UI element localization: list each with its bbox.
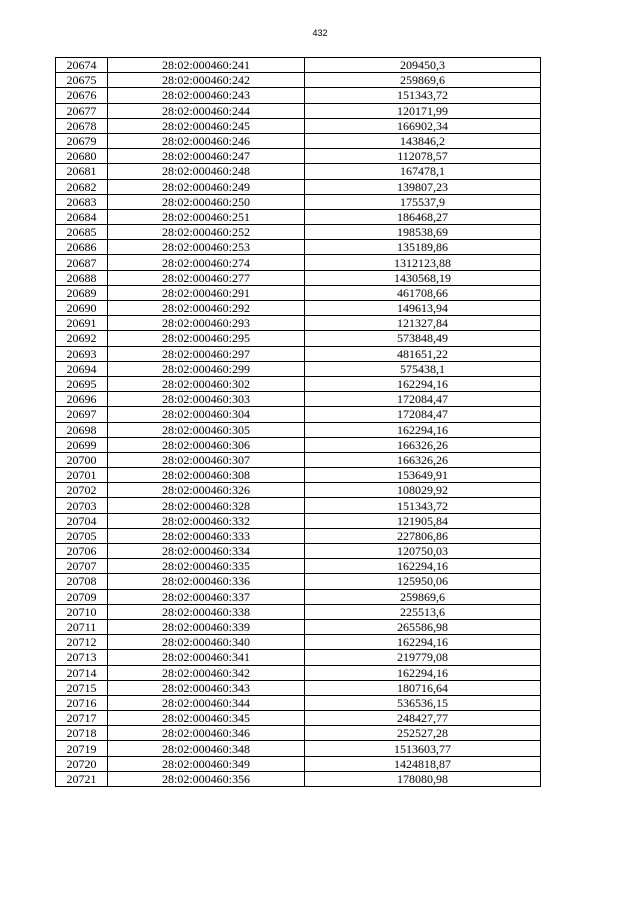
cadastral-number-cell: 28:02:000460:277 xyxy=(108,270,305,285)
value-cell: 227806,86 xyxy=(305,528,541,543)
row-number-cell: 20717 xyxy=(56,711,108,726)
table-row xyxy=(56,316,541,331)
row-number-cell: 20700 xyxy=(56,452,108,467)
row-number-cell: 20701 xyxy=(56,468,108,483)
table-row xyxy=(56,422,541,437)
cadastral-number-cell: 28:02:000460:308 xyxy=(108,468,305,483)
table-row xyxy=(56,437,541,452)
row-number-cell: 20679 xyxy=(56,133,108,148)
value-cell: 162294,16 xyxy=(305,635,541,650)
table-row xyxy=(56,179,541,194)
table-row xyxy=(56,711,541,726)
row-number-cell: 20684 xyxy=(56,209,108,224)
row-number-cell: 20682 xyxy=(56,179,108,194)
cadastral-number-cell: 28:02:000460:333 xyxy=(108,528,305,543)
cadastral-number-cell: 28:02:000460:243 xyxy=(108,88,305,103)
row-number-cell: 20709 xyxy=(56,589,108,604)
row-number-cell: 20711 xyxy=(56,619,108,634)
row-number-cell: 20707 xyxy=(56,559,108,574)
cadastral-number-cell: 28:02:000460:244 xyxy=(108,103,305,118)
cadastral-number-cell: 28:02:000460:306 xyxy=(108,437,305,452)
row-number-cell: 20710 xyxy=(56,604,108,619)
table-row xyxy=(56,376,541,391)
cadastral-number-cell: 28:02:000460:345 xyxy=(108,711,305,726)
table-row xyxy=(56,726,541,741)
cadastral-number-cell: 28:02:000460:348 xyxy=(108,741,305,756)
registry-table-body xyxy=(56,58,541,787)
table-row xyxy=(56,513,541,528)
row-number-cell: 20702 xyxy=(56,483,108,498)
value-cell: 121905,84 xyxy=(305,513,541,528)
cadastral-number-cell: 28:02:000460:303 xyxy=(108,392,305,407)
cadastral-number-cell: 28:02:000460:251 xyxy=(108,209,305,224)
value-cell: 252527,28 xyxy=(305,726,541,741)
table-row xyxy=(56,164,541,179)
table-row xyxy=(56,225,541,240)
cadastral-number-cell: 28:02:000460:304 xyxy=(108,407,305,422)
value-cell: 151343,72 xyxy=(305,88,541,103)
value-cell: 112078,57 xyxy=(305,149,541,164)
row-number-cell: 20721 xyxy=(56,771,108,786)
table-row xyxy=(56,619,541,634)
row-number-cell: 20704 xyxy=(56,513,108,528)
table-row xyxy=(56,118,541,133)
cadastral-number-cell: 28:02:000460:338 xyxy=(108,604,305,619)
row-number-cell: 20687 xyxy=(56,255,108,270)
row-number-cell: 20683 xyxy=(56,194,108,209)
cadastral-number-cell: 28:02:000460:332 xyxy=(108,513,305,528)
row-number-cell: 20688 xyxy=(56,270,108,285)
cadastral-number-cell: 28:02:000460:343 xyxy=(108,680,305,695)
cadastral-number-cell: 28:02:000460:291 xyxy=(108,285,305,300)
value-cell: 575438,1 xyxy=(305,361,541,376)
value-cell: 265586,98 xyxy=(305,619,541,634)
row-number-cell: 20686 xyxy=(56,240,108,255)
value-cell: 153649,91 xyxy=(305,468,541,483)
value-cell: 259869,6 xyxy=(305,589,541,604)
row-number-cell: 20680 xyxy=(56,149,108,164)
value-cell: 135189,86 xyxy=(305,240,541,255)
row-number-cell: 20690 xyxy=(56,301,108,316)
row-number-cell: 20695 xyxy=(56,376,108,391)
table-row xyxy=(56,468,541,483)
cadastral-number-cell: 28:02:000460:247 xyxy=(108,149,305,164)
cadastral-number-cell: 28:02:000460:295 xyxy=(108,331,305,346)
cadastral-number-cell: 28:02:000460:349 xyxy=(108,756,305,771)
cadastral-number-cell: 28:02:000460:340 xyxy=(108,635,305,650)
table-row xyxy=(56,589,541,604)
value-cell: 1430568,19 xyxy=(305,270,541,285)
table-row xyxy=(56,665,541,680)
value-cell: 162294,16 xyxy=(305,665,541,680)
cadastral-number-cell: 28:02:000460:344 xyxy=(108,695,305,710)
cadastral-number-cell: 28:02:000460:245 xyxy=(108,118,305,133)
value-cell: 172084,47 xyxy=(305,407,541,422)
table-row xyxy=(56,756,541,771)
table-row xyxy=(56,498,541,513)
table-row xyxy=(56,149,541,164)
cadastral-number-cell: 28:02:000460:248 xyxy=(108,164,305,179)
value-cell: 198538,69 xyxy=(305,225,541,240)
cadastral-number-cell: 28:02:000460:346 xyxy=(108,726,305,741)
cadastral-number-cell: 28:02:000460:252 xyxy=(108,225,305,240)
row-number-cell: 20689 xyxy=(56,285,108,300)
value-cell: 180716,64 xyxy=(305,680,541,695)
table-row xyxy=(56,285,541,300)
row-number-cell: 20685 xyxy=(56,225,108,240)
table-row xyxy=(56,695,541,710)
value-cell: 162294,16 xyxy=(305,422,541,437)
row-number-cell: 20713 xyxy=(56,650,108,665)
cadastral-number-cell: 28:02:000460:326 xyxy=(108,483,305,498)
table-row xyxy=(56,528,541,543)
row-number-cell: 20674 xyxy=(56,58,108,73)
cadastral-number-cell: 28:02:000460:241 xyxy=(108,58,305,73)
cadastral-number-cell: 28:02:000460:242 xyxy=(108,73,305,88)
value-cell: 178080,98 xyxy=(305,771,541,786)
cadastral-number-cell: 28:02:000460:342 xyxy=(108,665,305,680)
value-cell: 166902,34 xyxy=(305,118,541,133)
row-number-cell: 20675 xyxy=(56,73,108,88)
table-row xyxy=(56,58,541,73)
table-row xyxy=(56,361,541,376)
cadastral-number-cell: 28:02:000460:328 xyxy=(108,498,305,513)
cadastral-number-cell: 28:02:000460:293 xyxy=(108,316,305,331)
cadastral-number-cell: 28:02:000460:302 xyxy=(108,376,305,391)
row-number-cell: 20712 xyxy=(56,635,108,650)
value-cell: 1513603,77 xyxy=(305,741,541,756)
value-cell: 166326,26 xyxy=(305,437,541,452)
cadastral-number-cell: 28:02:000460:335 xyxy=(108,559,305,574)
value-cell: 186468,27 xyxy=(305,209,541,224)
value-cell: 125950,06 xyxy=(305,574,541,589)
table-row xyxy=(56,741,541,756)
cadastral-number-cell: 28:02:000460:339 xyxy=(108,619,305,634)
cadastral-number-cell: 28:02:000460:356 xyxy=(108,771,305,786)
row-number-cell: 20714 xyxy=(56,665,108,680)
table-row xyxy=(56,133,541,148)
cadastral-number-cell: 28:02:000460:334 xyxy=(108,544,305,559)
table-row xyxy=(56,209,541,224)
row-number-cell: 20698 xyxy=(56,422,108,437)
row-number-cell: 20705 xyxy=(56,528,108,543)
table-row xyxy=(56,240,541,255)
cadastral-number-cell: 28:02:000460:246 xyxy=(108,133,305,148)
row-number-cell: 20718 xyxy=(56,726,108,741)
value-cell: 166326,26 xyxy=(305,452,541,467)
value-cell: 248427,77 xyxy=(305,711,541,726)
table-row xyxy=(56,331,541,346)
table-row xyxy=(56,392,541,407)
value-cell: 151343,72 xyxy=(305,498,541,513)
table-row xyxy=(56,407,541,422)
cadastral-number-cell: 28:02:000460:336 xyxy=(108,574,305,589)
row-number-cell: 20694 xyxy=(56,361,108,376)
cadastral-number-cell: 28:02:000460:299 xyxy=(108,361,305,376)
cadastral-number-cell: 28:02:000460:249 xyxy=(108,179,305,194)
row-number-cell: 20691 xyxy=(56,316,108,331)
table-row xyxy=(56,88,541,103)
table-row xyxy=(56,103,541,118)
value-cell: 143846,2 xyxy=(305,133,541,148)
row-number-cell: 20703 xyxy=(56,498,108,513)
cadastral-number-cell: 28:02:000460:274 xyxy=(108,255,305,270)
value-cell: 108029,92 xyxy=(305,483,541,498)
value-cell: 259869,6 xyxy=(305,73,541,88)
row-number-cell: 20697 xyxy=(56,407,108,422)
value-cell: 461708,66 xyxy=(305,285,541,300)
row-number-cell: 20706 xyxy=(56,544,108,559)
value-cell: 167478,1 xyxy=(305,164,541,179)
row-number-cell: 20678 xyxy=(56,118,108,133)
value-cell: 1312123,88 xyxy=(305,255,541,270)
cadastral-number-cell: 28:02:000460:337 xyxy=(108,589,305,604)
cadastral-number-cell: 28:02:000460:292 xyxy=(108,301,305,316)
value-cell: 120171,99 xyxy=(305,103,541,118)
value-cell: 225513,6 xyxy=(305,604,541,619)
row-number-cell: 20716 xyxy=(56,695,108,710)
value-cell: 172084,47 xyxy=(305,392,541,407)
value-cell: 139807,23 xyxy=(305,179,541,194)
table-row xyxy=(56,559,541,574)
row-number-cell: 20708 xyxy=(56,574,108,589)
table-row xyxy=(56,483,541,498)
table-row xyxy=(56,650,541,665)
cadastral-number-cell: 28:02:000460:305 xyxy=(108,422,305,437)
table-row xyxy=(56,194,541,209)
cadastral-number-cell: 28:02:000460:297 xyxy=(108,346,305,361)
value-cell: 175537,9 xyxy=(305,194,541,209)
value-cell: 149613,94 xyxy=(305,301,541,316)
row-number-cell: 20676 xyxy=(56,88,108,103)
table-row xyxy=(56,680,541,695)
value-cell: 162294,16 xyxy=(305,559,541,574)
table-row xyxy=(56,771,541,786)
row-number-cell: 20692 xyxy=(56,331,108,346)
table-row xyxy=(56,574,541,589)
value-cell: 536536,15 xyxy=(305,695,541,710)
value-cell: 573848,49 xyxy=(305,331,541,346)
table-row xyxy=(56,604,541,619)
row-number-cell: 20681 xyxy=(56,164,108,179)
row-number-cell: 20719 xyxy=(56,741,108,756)
value-cell: 121327,84 xyxy=(305,316,541,331)
table-row xyxy=(56,301,541,316)
value-cell: 1424818,87 xyxy=(305,756,541,771)
row-number-cell: 20699 xyxy=(56,437,108,452)
value-cell: 219779,08 xyxy=(305,650,541,665)
row-number-cell: 20696 xyxy=(56,392,108,407)
table-row xyxy=(56,270,541,285)
cadastral-number-cell: 28:02:000460:307 xyxy=(108,452,305,467)
cadastral-number-cell: 28:02:000460:341 xyxy=(108,650,305,665)
registry-table xyxy=(55,57,541,787)
table-row xyxy=(56,452,541,467)
row-number-cell: 20715 xyxy=(56,680,108,695)
table-row xyxy=(56,255,541,270)
row-number-cell: 20720 xyxy=(56,756,108,771)
page-number: 432 xyxy=(312,28,328,38)
table-row xyxy=(56,544,541,559)
cadastral-number-cell: 28:02:000460:253 xyxy=(108,240,305,255)
table-row xyxy=(56,346,541,361)
row-number-cell: 20693 xyxy=(56,346,108,361)
value-cell: 209450,3 xyxy=(305,58,541,73)
value-cell: 120750,03 xyxy=(305,544,541,559)
cadastral-number-cell: 28:02:000460:250 xyxy=(108,194,305,209)
table-row xyxy=(56,635,541,650)
row-number-cell: 20677 xyxy=(56,103,108,118)
value-cell: 162294,16 xyxy=(305,376,541,391)
table-row xyxy=(56,73,541,88)
value-cell: 481651,22 xyxy=(305,346,541,361)
